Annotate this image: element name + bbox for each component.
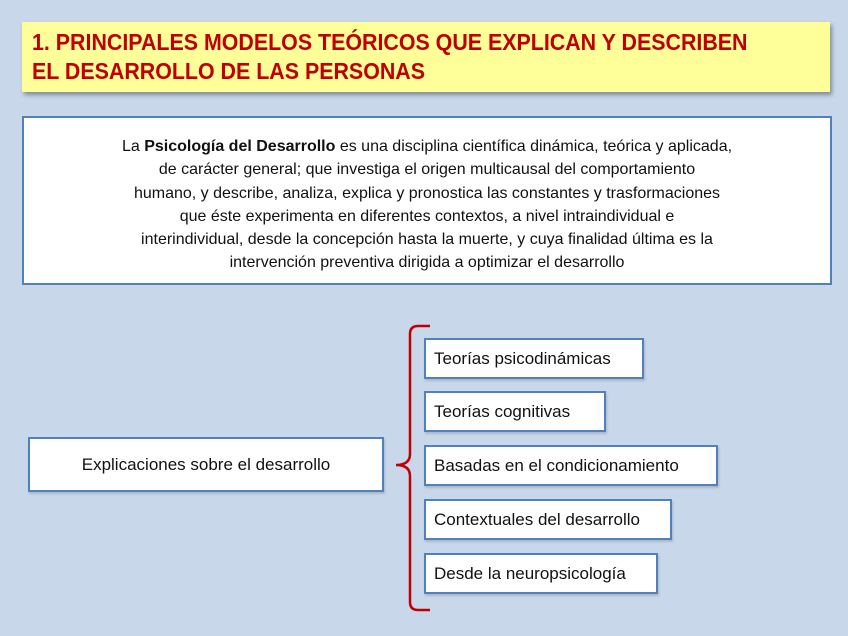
- branch-node-label: Contextuales del desarrollo: [434, 509, 641, 529]
- branch-node-contextuales: [424, 499, 672, 540]
- branch-node-psicodinamicas: [424, 338, 644, 379]
- definition-line-5: interindividual, desde la concepción hasta la muerte, y cuya finalidad última es la: [141, 231, 713, 249]
- definition-line-1-pre: La: [121, 138, 145, 155]
- definition-line-2: de carácter general; que investiga el origen multicausal del comportamiento: [158, 161, 696, 179]
- definition-line-3: humano, y describe, analiza, explica y pronostica las constantes y trasformaciones: [133, 184, 721, 202]
- definition-line-4: que éste experimenta en diferentes contextos, a nivel intraindividual e: [179, 207, 675, 225]
- definition-line-1-post: es una disciplina científica dinámica, teórica y aplicada,: [335, 138, 733, 155]
- branch-node-condicionamiento: [424, 445, 718, 486]
- title-line-2: EL DESARROLLO DE LAS PERSONAS: [32, 58, 425, 84]
- branch-node-label: Desde la neuropsicología: [434, 563, 626, 583]
- definition-term: Psicología del Desarrollo: [144, 138, 336, 155]
- branch-node-label: Basadas en el condicionamiento: [434, 455, 679, 475]
- definition-line-6: intervención preventiva dirigida a optimizar el desarrollo: [229, 254, 625, 272]
- branch-node-label: Teorías cognitivas: [434, 401, 571, 421]
- branch-node-cognitivas: [424, 391, 606, 432]
- branch-node-neuropsicologia: [424, 553, 658, 594]
- root-node: [28, 437, 384, 492]
- title-line-1: 1. PRINCIPALES MODELOS TEÓRICOS QUE EXPLICAN Y DESCRIBEN: [32, 29, 748, 55]
- root-node-label: Explicaciones sobre el desarrollo: [81, 454, 331, 474]
- branch-node-label: Teorías psicodinámicas: [434, 348, 611, 368]
